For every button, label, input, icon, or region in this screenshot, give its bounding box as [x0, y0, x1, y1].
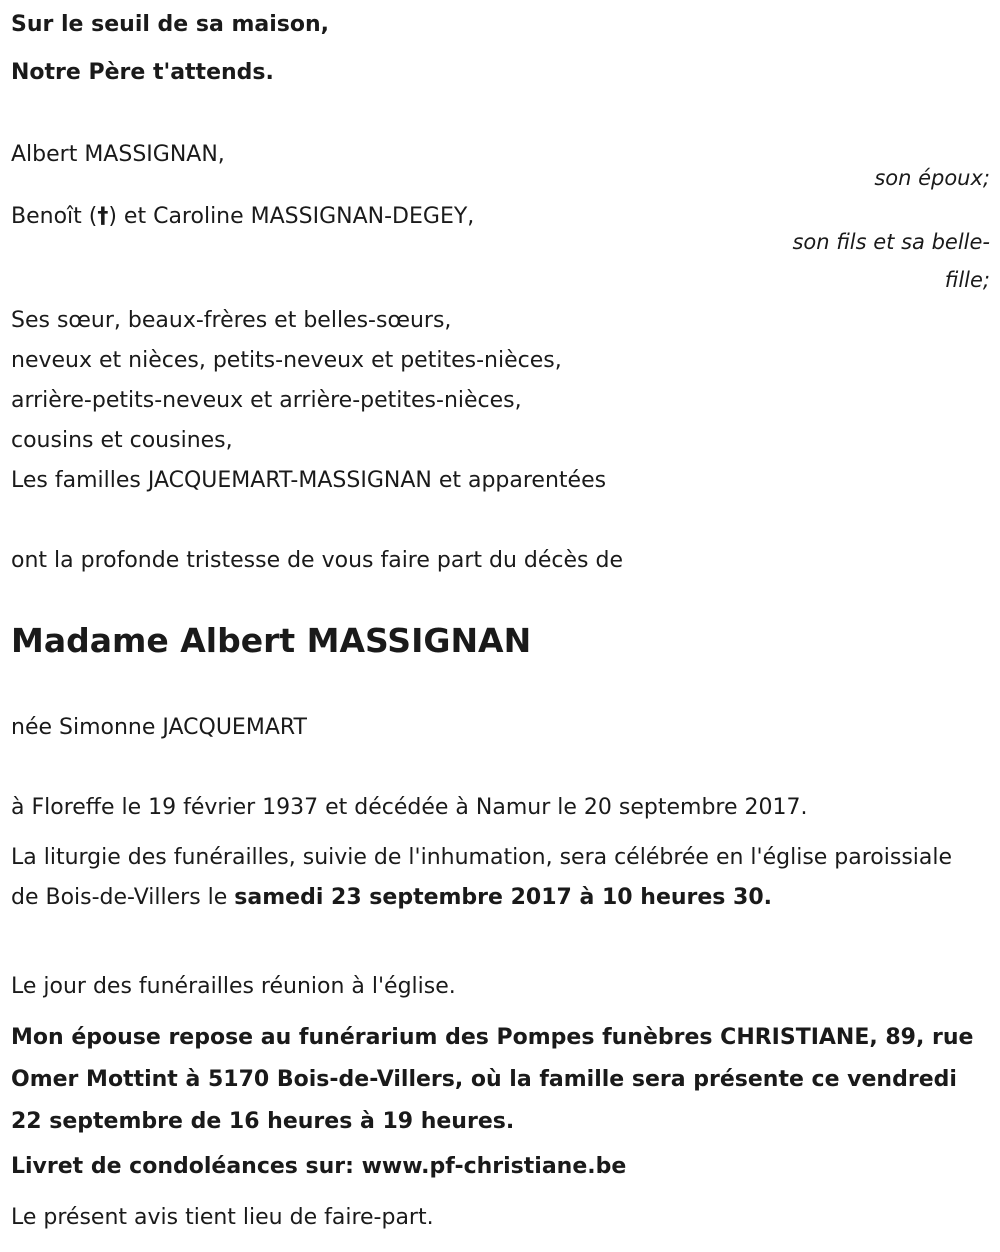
liturgy-paragraph: [11, 838, 986, 918]
relatives-line: Les familles JACQUEMART-MASSIGNAN et apparentées: [11, 468, 607, 493]
relatives-line: neveux et nièces, petits-neveux et petites-nièces,: [11, 348, 562, 373]
husband-role: son époux;: [874, 166, 990, 190]
liturgy-text: La liturgie des funérailles, suivie de l'inhumation, sera célébrée en l'église paroissiale de Bois-de-Villers le: [11, 845, 953, 910]
liturgy-date-time: samedi 23 septembre 2017 à 10 heures 30.: [234, 885, 773, 910]
children-name-prefix: Benoît (: [11, 204, 98, 229]
children-role-line-1: son fils et sa belle-: [792, 230, 990, 254]
life-dates: à Floreffe le 19 février 1937 et décédée à Namur le 20 septembre 2017.: [11, 795, 808, 820]
condolences-text: Livret de condoléances sur: www.pf-christiane.be: [11, 1154, 627, 1179]
intro-line-1: Sur le seuil de sa maison,: [11, 12, 330, 37]
children-name-suffix: ) et Caroline MASSIGNAN-DEGEY,: [108, 204, 475, 229]
birth-name: née Simonne JACQUEMART: [11, 715, 307, 740]
deceased-name: Madame Albert MASSIGNAN: [11, 621, 532, 660]
viewing-paragraph: Mon épouse repose au funérarium des Pompes funèbres CHRISTIANE, 89, rue Omer Mottint à 5170 Bois-de-Villers, où la famille sera présente ce vendredi 22 septembre de 16 heures à 19 heures.: [11, 1025, 974, 1134]
cross-icon: †: [97, 204, 109, 229]
children-role-line-2: fille;: [944, 268, 990, 292]
notice-text: Le présent avis tient lieu de faire-part.: [11, 1205, 434, 1230]
gathering-text: Le jour des funérailles réunion à l'église.: [11, 974, 456, 999]
relatives-line: cousins et cousines,: [11, 428, 233, 453]
intro-line-2: Notre Père t'attends.: [11, 60, 274, 85]
relatives-line: Ses sœur, beaux-frères et belles-sœurs,: [11, 308, 452, 333]
announcement-text: ont la profonde tristesse de vous faire part du décès de: [11, 548, 623, 573]
children-names: [11, 204, 474, 229]
relatives-line: arrière-petits-neveux et arrière-petites-nièces,: [11, 388, 522, 413]
husband-name: Albert MASSIGNAN,: [11, 142, 225, 167]
